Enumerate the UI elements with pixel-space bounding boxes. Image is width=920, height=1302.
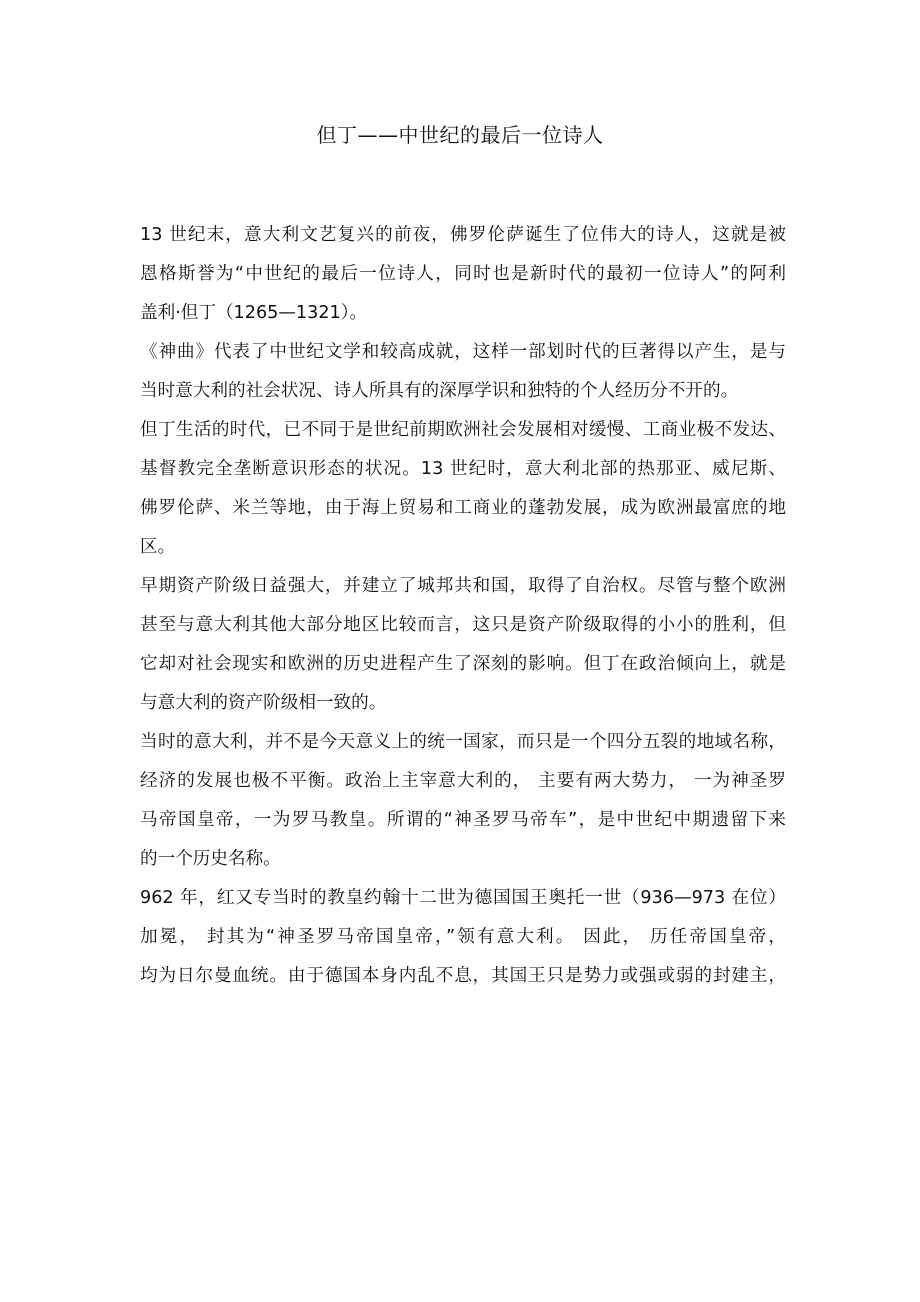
text-line: 马帝国皇帝，一为罗马教皇。所谓的“神圣罗马帝车”，是中世纪中期遗留下来 [140, 810, 786, 830]
text-line: 区。 [140, 537, 176, 557]
text-line: 当时意大利的社会状况、诗人所具有的深厚学识和独特的个人经历分不开的。 [140, 381, 739, 401]
text-line: 《神曲》代表了中世纪文学和较高成就，这样一部划时代的巨著得以产生，是与 [140, 342, 786, 362]
text-line: 但丁生活的时代，已不同于是世纪前期欧洲社会发展相对缓慢、工商业极不发达、 [140, 420, 786, 440]
text-line: 与意大利的资产阶级相一致的。 [140, 693, 387, 713]
text-line: 均为日尔曼血统。由于德国本身内乱不息，其国王只是势力或强或弱的封建主， [140, 966, 786, 986]
document-title: 但丁——中世纪的最后一位诗人 [316, 123, 604, 147]
text-line: 经济的发展也极不平衡。政治上主宰意大利的， 主要有两大势力， 一为神圣罗 [140, 771, 786, 791]
text-line: 加冕， 封其为“神圣罗马帝国皇帝，”领有意大利。 因此， 历任帝国皇帝， [140, 927, 786, 947]
text-line: 的一个历史名称。 [140, 849, 281, 869]
text-line: 盖利·但丁（1265—1321）。 [140, 303, 368, 323]
text-line: 13 世纪末，意大利文艺复兴的前夜，佛罗伦萨诞生了位伟大的诗人，这就是被 [140, 225, 786, 245]
text-line: 佛罗伦萨、米兰等地，由于海上贸易和工商业的蓬勃发展，成为欧洲最富庶的地 [140, 498, 786, 518]
text-line: 早期资产阶级日益强大，并建立了城邦共和国，取得了自治权。尽管与整个欧洲 [140, 576, 786, 596]
text-line: 基督教完全垄断意识形态的状况。13 世纪时，意大利北部的热那亚、威尼斯、 [140, 459, 786, 479]
text-line: 它却对社会现实和欧洲的历史进程产生了深刻的影响。但丁在政治倾向上，就是 [140, 654, 786, 674]
text-line: 当时的意大利，并不是今天意义上的统一国家，而只是一个四分五裂的地域名称， [140, 732, 786, 752]
text-line: 甚至与意大利其他大部分地区比较而言，这只是资产阶级取得的小小的胜利，但 [140, 615, 786, 635]
text-line: 962 年，红又专当时的教皇约翰十二世为德国国王奥托一世（936—973 在位） [140, 888, 786, 908]
document-body [140, 216, 786, 996]
text-line: 恩格斯誉为“中世纪的最后一位诗人，同时也是新时代的最初一位诗人”的阿利 [140, 264, 786, 284]
